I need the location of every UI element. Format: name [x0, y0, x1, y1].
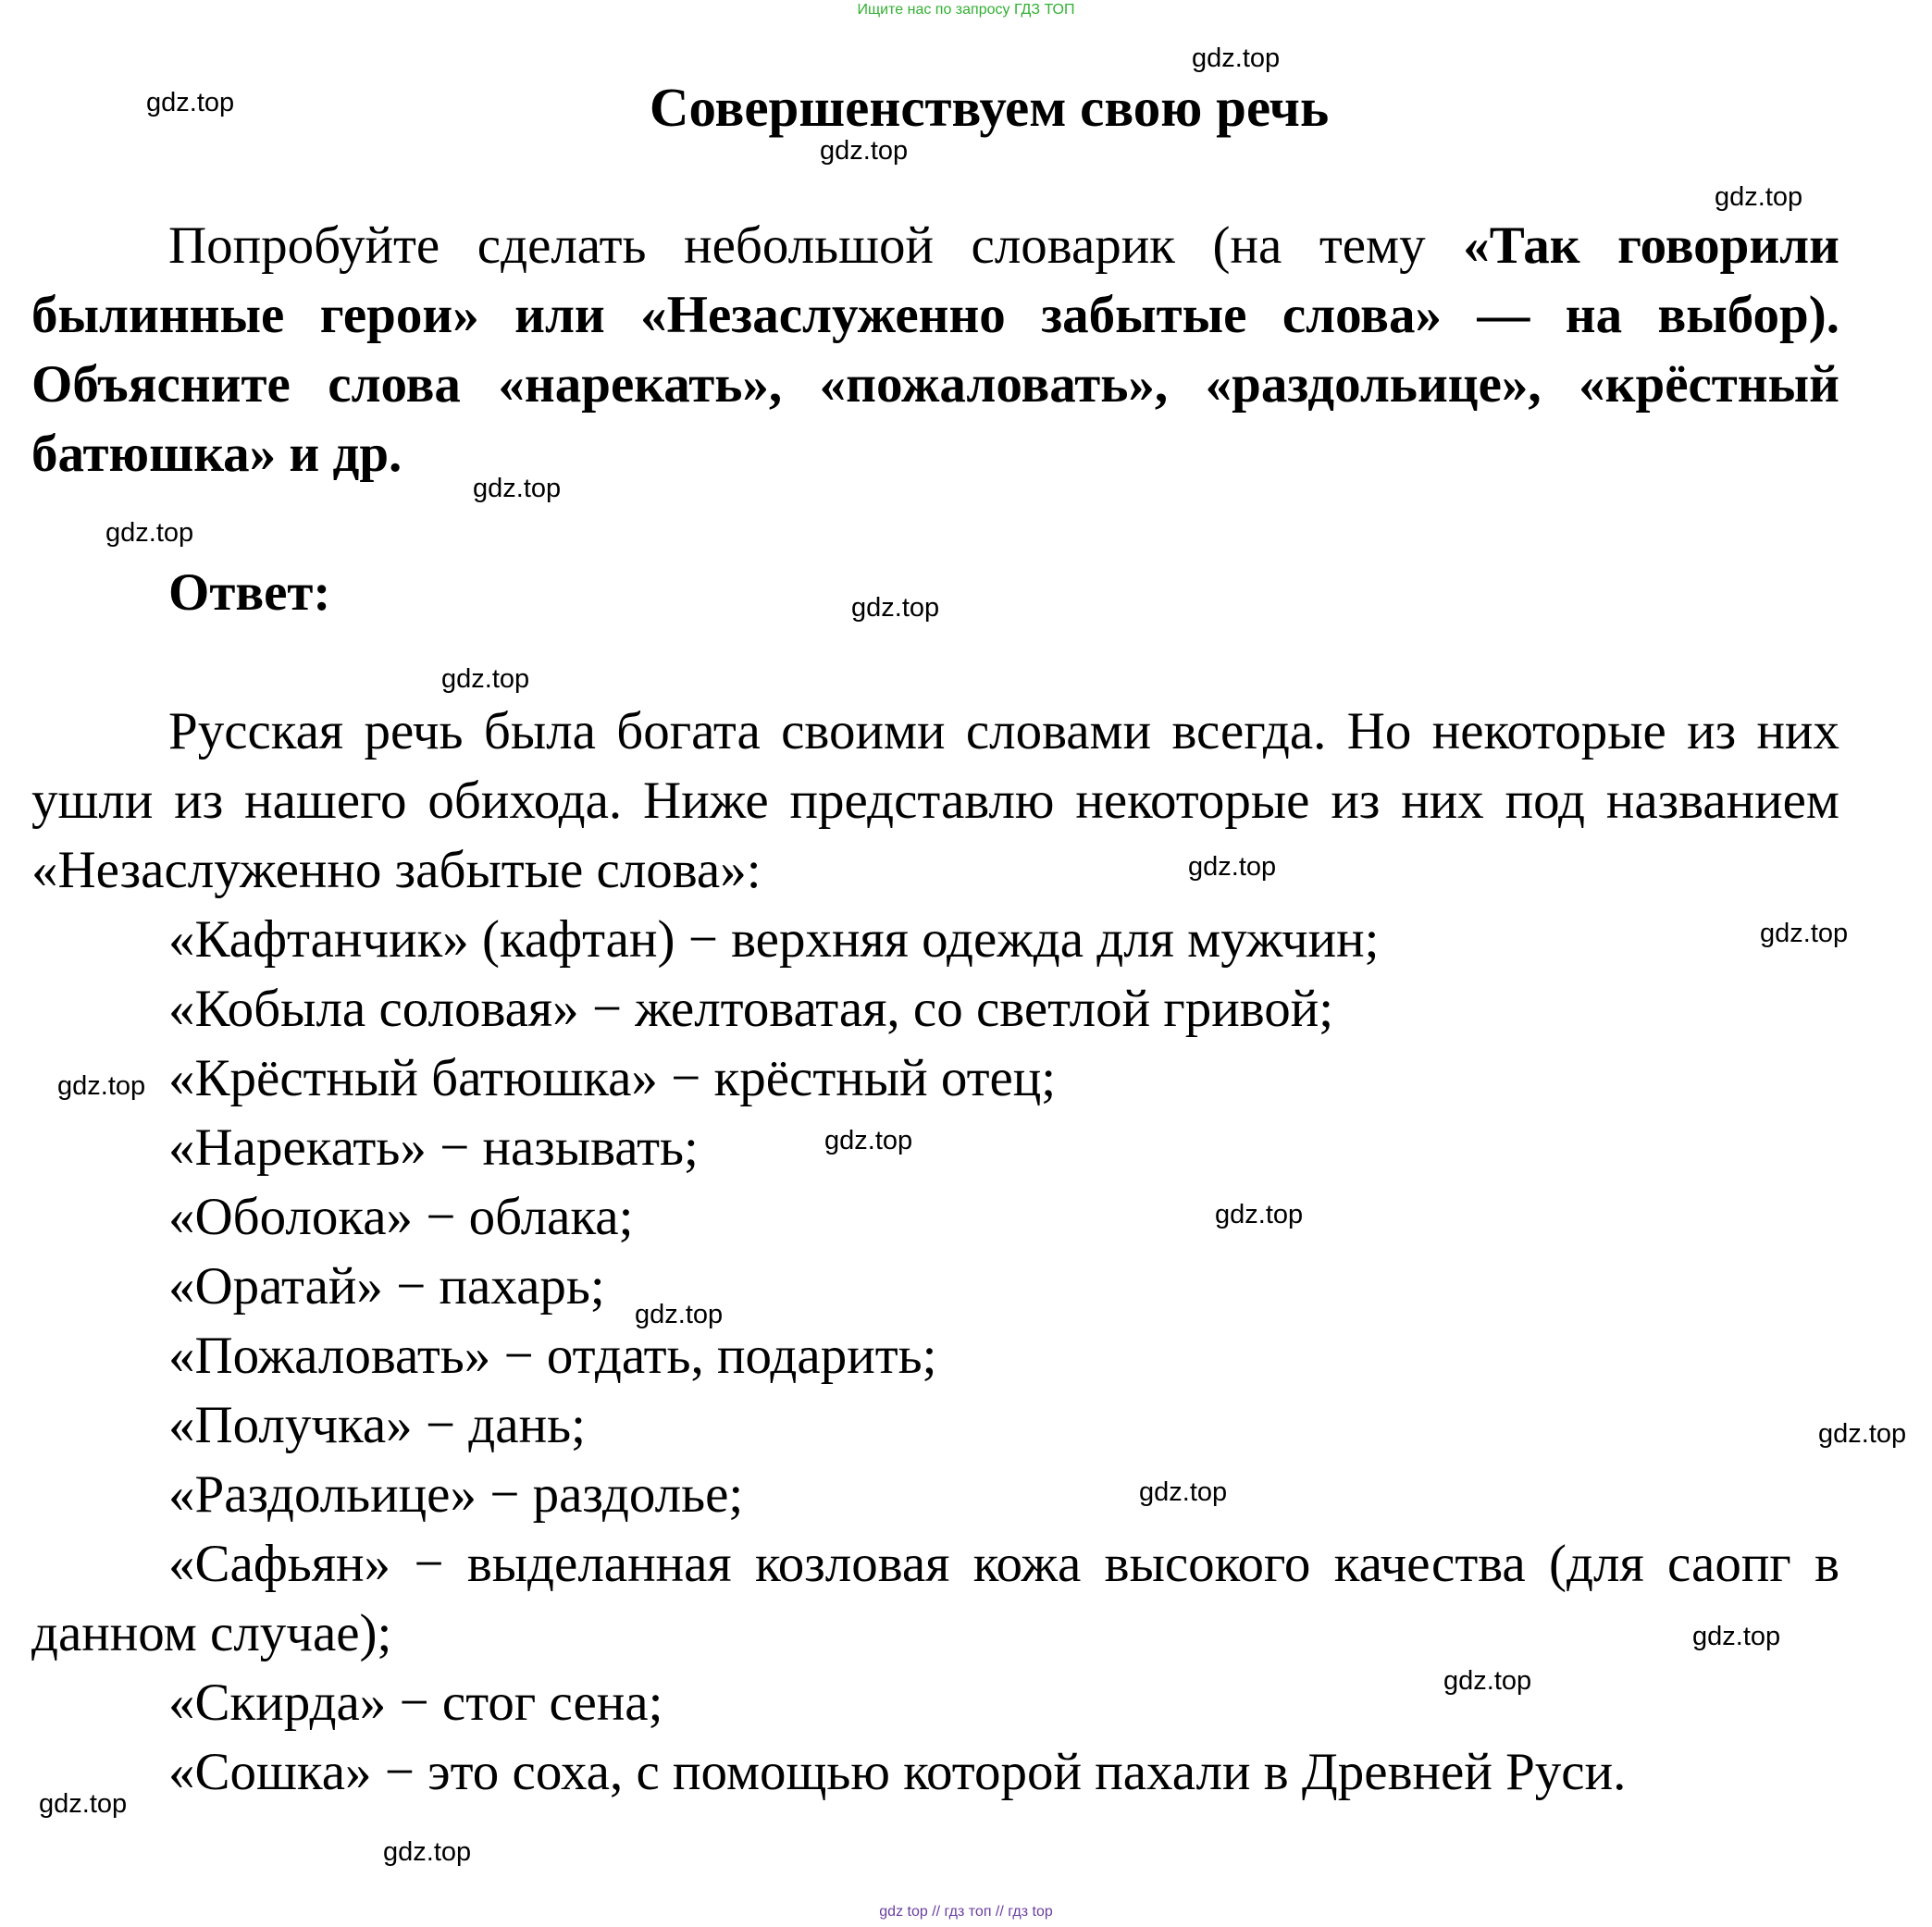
watermark: gdz.top: [1818, 1419, 1907, 1449]
answer-label: Ответ:: [168, 563, 331, 622]
list-item: «Оболока» − облака;: [168, 1188, 634, 1246]
list-item: «Оратай» − пахарь;: [168, 1257, 605, 1316]
watermark: gdz.top: [1188, 852, 1277, 882]
watermark: gdz.top: [473, 474, 562, 503]
list-item-text: «Сафьян» − выделанная козловая кожа высокого качества (для саопг в данном случае);: [31, 1535, 1839, 1662]
watermark: gdz.top: [820, 136, 909, 166]
watermark: gdz.top: [1215, 1200, 1304, 1229]
page-title: Совершенствуем свою речь: [649, 77, 1330, 138]
list-item: «Крёстный батюшка» − крёстный отец;: [168, 1049, 1057, 1107]
search-banner: Ищите нас по запросу ГДЗ ТОП: [857, 2, 1075, 18]
watermark: gdz.top: [441, 664, 530, 694]
list-item: «Раздольице» − раздолье;: [168, 1465, 744, 1524]
watermark: gdz.top: [105, 518, 194, 548]
list-item: «Пожаловать» − отдать, подарить;: [168, 1327, 937, 1385]
watermark: gdz.top: [1192, 43, 1281, 73]
list-item: «Получка» − дань;: [168, 1396, 586, 1454]
watermark: gdz.top: [635, 1300, 724, 1329]
watermark: gdz.top: [383, 1837, 472, 1867]
watermark: gdz.top: [39, 1789, 128, 1819]
intro-text: Русская речь была богата своими словами всегда. Но некоторые из них ушли из нашего обихода. Ниже представлю некоторые из них под названием «Незаслуженно забытые слова»:: [31, 702, 1839, 899]
word-list: [31, 905, 1839, 1807]
task-bold-text: «Так говорили былинные герои» или «Незаслуженно забытые слова» — на выбор). Объясните слова «нарекать», «пожаловать», «раздольице», «крёстный батюшка» и др.: [31, 216, 1839, 483]
watermark: gdz.top: [824, 1126, 913, 1155]
intro-paragraph: [31, 697, 1839, 905]
list-item: «Сошка» − это соха, с помощью которой пахали в Древней Руси.: [168, 1743, 1627, 1801]
list-item: «Кобыла соловая» − желтоватая, со светлой гривой;: [168, 980, 1334, 1038]
task-normal-text: Попробуйте сделать небольшой словарик (на тему: [168, 216, 1464, 275]
list-item: «Нарекать» − называть;: [168, 1118, 699, 1177]
watermark: gdz.top: [146, 88, 235, 117]
watermark: gdz.top: [1139, 1477, 1228, 1507]
list-item: «Кафтанчик» (кафтан) − верхняя одежда для мужчин;: [168, 910, 1380, 969]
list-item: «Скирда» − стог сена;: [168, 1674, 663, 1732]
watermark: gdz.top: [1443, 1666, 1532, 1696]
watermark: gdz.top: [1715, 182, 1803, 212]
list-item: [31, 1529, 1839, 1668]
footer-watermark: gdz top // гдз топ // гдз top: [879, 1904, 1053, 1920]
watermark: gdz.top: [57, 1071, 146, 1101]
watermark: gdz.top: [1692, 1622, 1781, 1651]
watermark: gdz.top: [1760, 919, 1849, 948]
task-text: [31, 211, 1839, 488]
watermark: gdz.top: [851, 593, 940, 623]
